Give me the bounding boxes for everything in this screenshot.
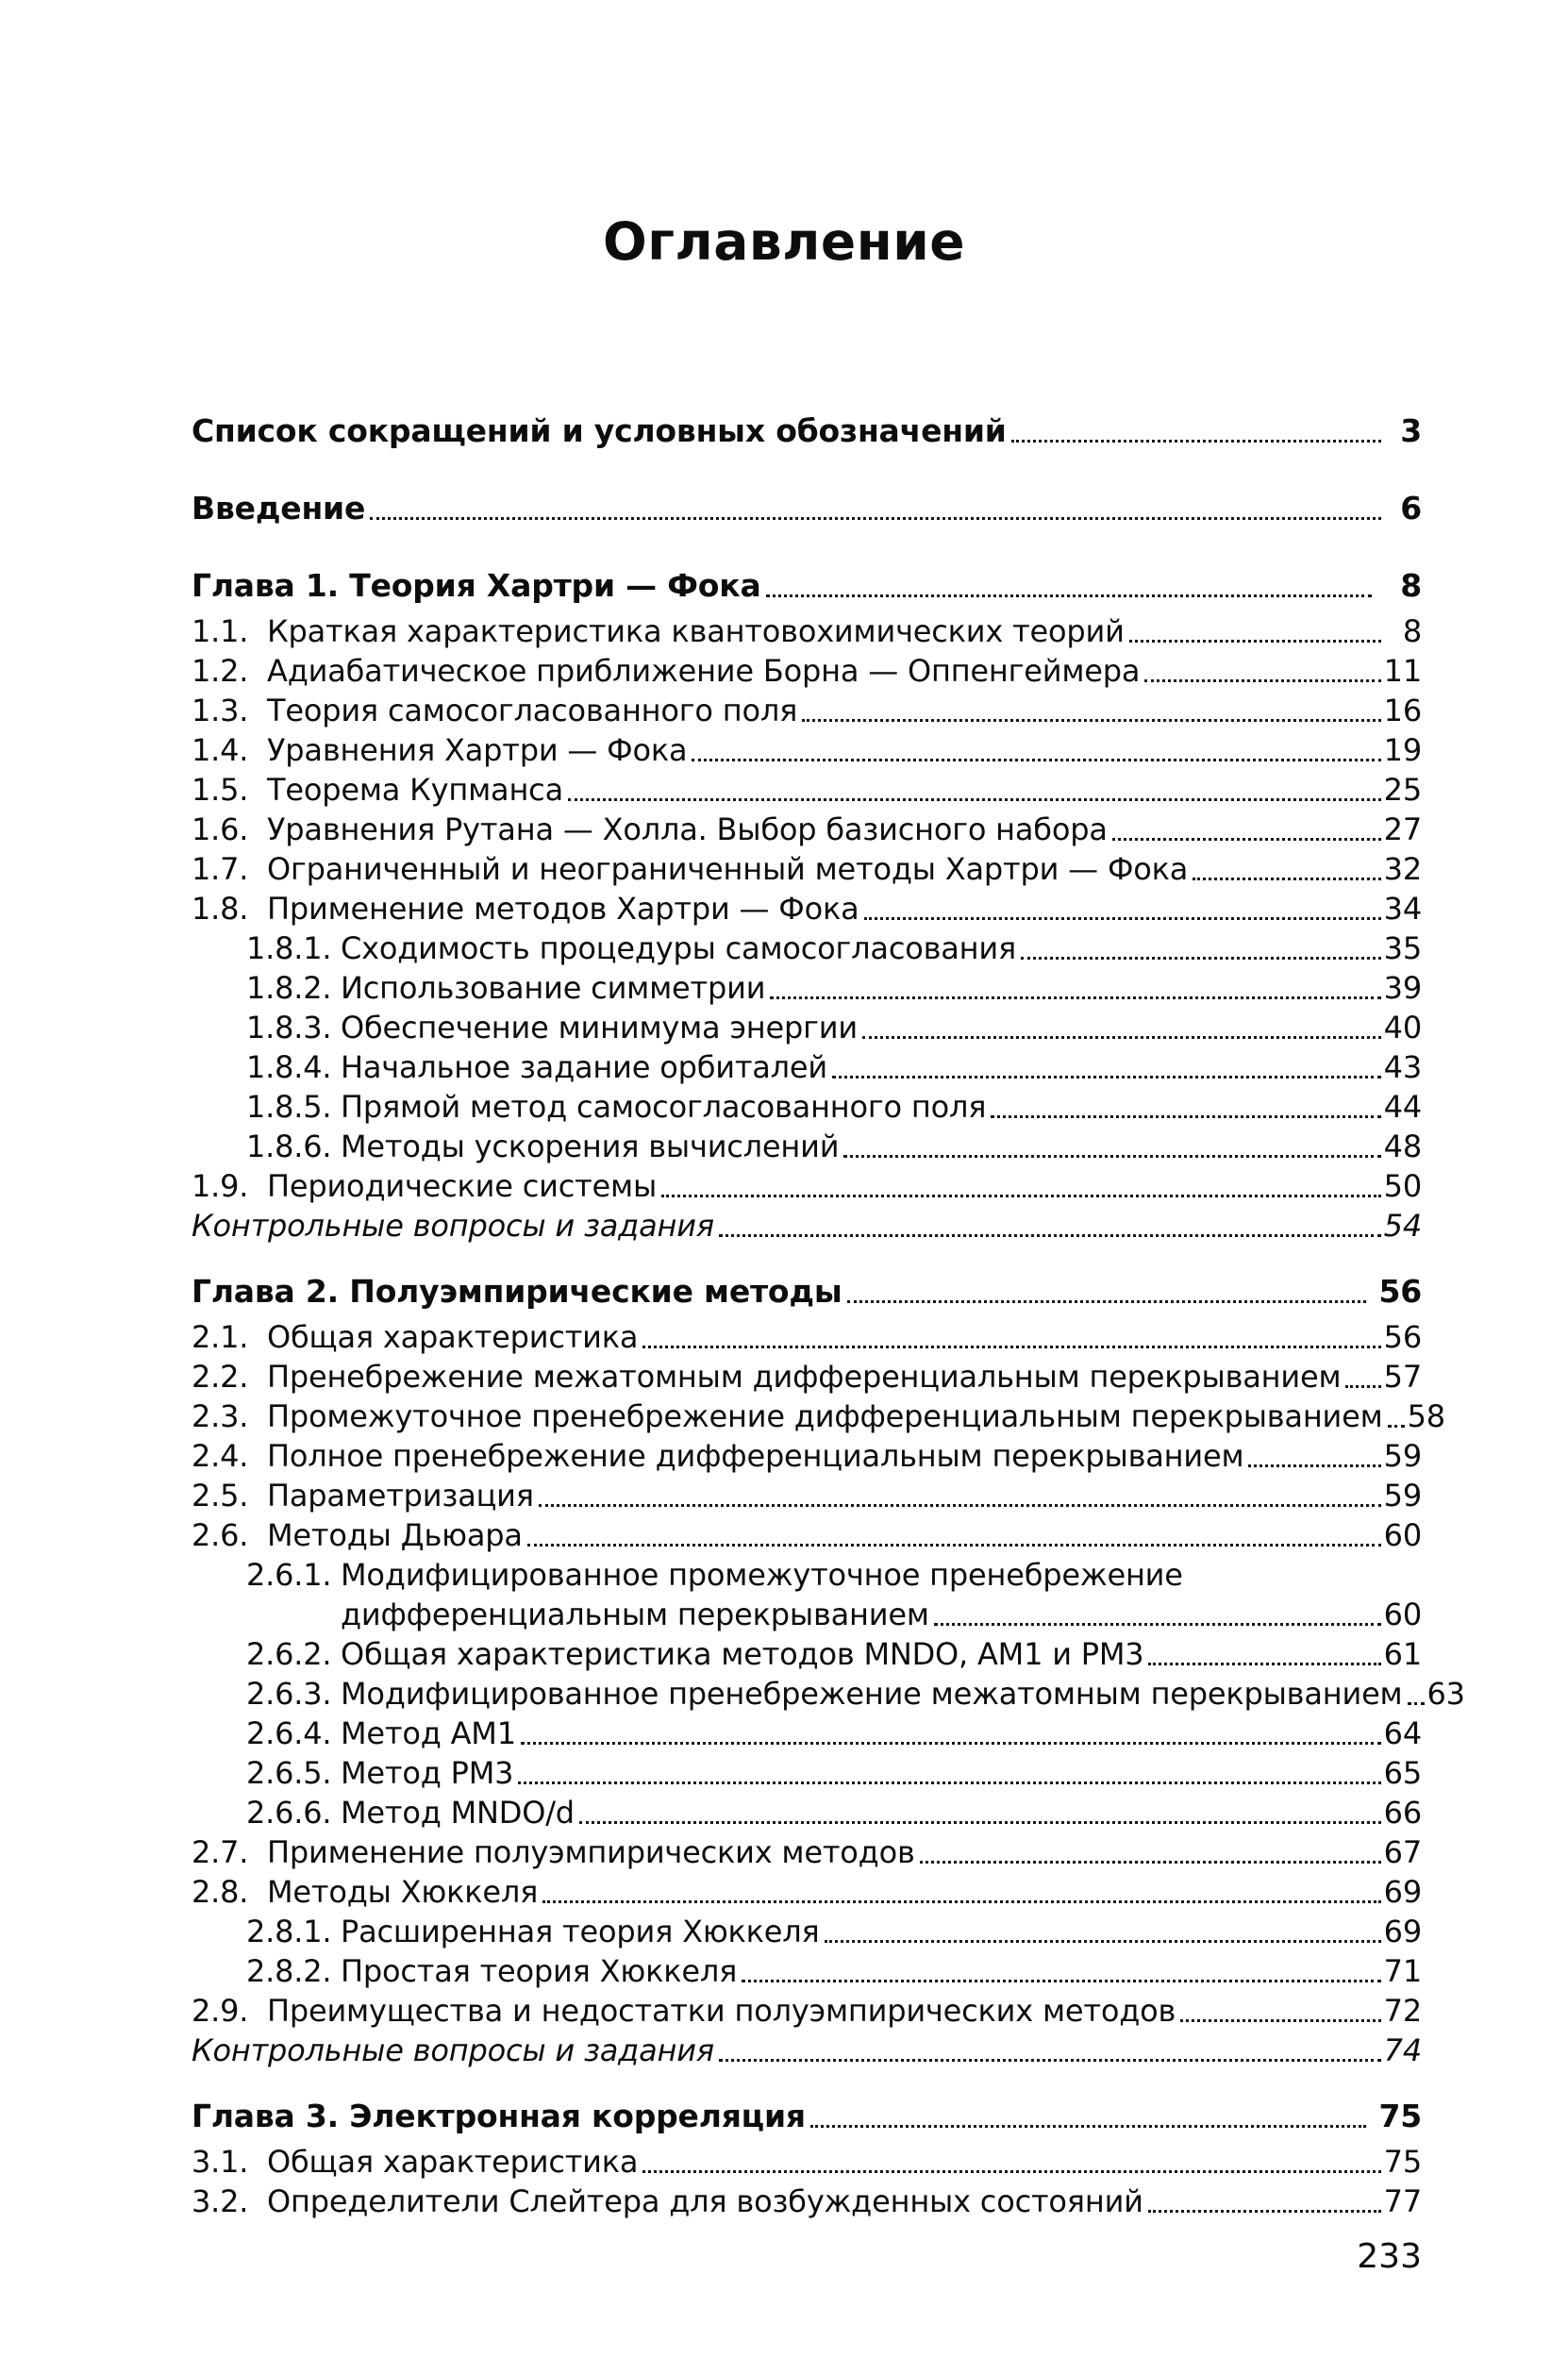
dot-leader: [642, 2170, 1380, 2173]
page-ref: 3: [1400, 411, 1422, 449]
entry-title: Уравнения Хартри — Фока: [267, 731, 688, 768]
entry-title: Список сокращений и условных обозначений: [192, 411, 1007, 449]
dot-leader: [719, 2059, 1381, 2062]
entry-title: Методы ускорения вычислений: [341, 1128, 840, 1164]
dot-leader: [770, 996, 1380, 999]
dot-leader: [832, 1076, 1381, 1079]
toc-entry-continuation: [192, 1595, 1422, 1634]
entry-title: Модифицированное промежуточное пренебрежение: [341, 1556, 1183, 1593]
toc-entry: [192, 1008, 1422, 1047]
page-ref: 65: [1383, 1754, 1422, 1791]
toc-entry: [192, 889, 1422, 928]
dot-leader: [1021, 957, 1381, 960]
page-ref: 56: [1383, 1318, 1422, 1355]
toc-entry: [192, 1872, 1422, 1912]
entry-number: 2.2.: [192, 1358, 249, 1395]
page-ref: 35: [1383, 929, 1422, 966]
page-ref: 40: [1383, 1009, 1422, 1045]
entry-title: Методы Дьюара: [267, 1516, 523, 1553]
entry-title: Применение методов Хартри — Фока: [267, 890, 859, 927]
entry-number: 2.6.: [192, 1516, 249, 1553]
entry-number: 1.8.: [192, 890, 249, 927]
entry-number: 1.2.: [192, 652, 249, 689]
entry-number: 1.8.6.: [246, 1128, 332, 1164]
entry-title: Преимущества и недостатки полуэмпирических методов: [267, 1992, 1176, 2029]
page-title: Оглавление: [602, 211, 966, 272]
entry-title: Краткая характеристика квантовохимических теорий: [267, 612, 1125, 649]
page-ref: 27: [1383, 811, 1422, 847]
entry-number: 1.7.: [192, 850, 249, 887]
toc-entry: [192, 2097, 1422, 2136]
page-ref: 58: [1407, 1397, 1445, 1434]
toc-entry: [192, 810, 1422, 849]
dot-leader: [825, 1940, 1381, 1943]
dot-leader: [1388, 1425, 1405, 1428]
entry-title: Метод AM1: [341, 1714, 516, 1751]
page-ref: 66: [1383, 1794, 1422, 1831]
page-ref: 8: [1400, 566, 1422, 604]
toc-entry: [192, 1206, 1422, 1246]
entry-number: 1.5.: [192, 771, 249, 808]
entry-number: 1.8.2.: [246, 969, 332, 1006]
toc-entry: [192, 411, 1422, 451]
page-ref: 32: [1383, 850, 1422, 887]
toc-entry: [192, 691, 1422, 730]
dot-leader: [579, 1821, 1381, 1824]
page-ref: 64: [1383, 1714, 1422, 1751]
entry-title: Глава 3. Электронная корреляция: [192, 2097, 806, 2134]
entry-number: 2.7.: [192, 1833, 249, 1870]
toc-list: [192, 411, 1465, 2221]
entry-title: Простая теория Хюккеля: [341, 1952, 738, 1989]
entry-number: 1.9.: [192, 1167, 249, 1204]
toc-entry: [192, 1436, 1422, 1476]
page-ref: 25: [1383, 771, 1422, 808]
toc-entry: [192, 730, 1422, 770]
toc-entry: [192, 1127, 1422, 1166]
entry-number: 2.6.5.: [246, 1754, 332, 1791]
entry-title: Модифицированное пренебрежение межатомным перекрыванием: [341, 1675, 1403, 1712]
dot-leader: [719, 1234, 1381, 1237]
toc-entry: [192, 611, 1422, 651]
entry-title: Теорема Купманса: [267, 771, 563, 808]
dot-leader: [934, 1623, 1381, 1626]
page-ref: 44: [1383, 1088, 1422, 1125]
toc-entry: [192, 849, 1422, 889]
page-ref: 34: [1383, 890, 1422, 927]
entry-number: 2.6.1.: [246, 1556, 332, 1593]
page-ref: 69: [1383, 1873, 1422, 1910]
entry-number: 2.6.6.: [246, 1794, 332, 1831]
toc-entry: [192, 1397, 1445, 1436]
dot-leader: [661, 1195, 1381, 1197]
toc-entry: [192, 1515, 1422, 1555]
toc-entry: [192, 928, 1422, 968]
entry-title: Сходимость процедуры самосогласования: [341, 929, 1017, 966]
dot-leader: [864, 917, 1381, 920]
entry-title: Адиабатическое приближение Борна — Оппенгеймера: [267, 652, 1141, 689]
toc-entry: [192, 1951, 1422, 1991]
page-ref: 56: [1378, 1272, 1422, 1310]
folio-page-number: 233: [1357, 2237, 1422, 2276]
entry-title: Теория самосогласованного поля: [267, 692, 798, 728]
page-ref: 72: [1383, 1992, 1422, 2029]
dot-leader: [1144, 679, 1380, 682]
toc-entry: [192, 1087, 1422, 1127]
entry-number: 1.8.1.: [246, 929, 332, 966]
entry-number: 2.8.2.: [246, 1952, 332, 1989]
dot-leader: [1345, 1385, 1380, 1388]
dot-leader: [1193, 878, 1380, 880]
toc-entry: [192, 1912, 1422, 1951]
page-ref: 16: [1383, 692, 1422, 728]
entry-number: 1.3.: [192, 692, 249, 728]
toc-entry: [192, 1047, 1422, 1087]
entry-title: Общая характеристика: [267, 1318, 639, 1355]
toc-entry: [192, 1555, 1422, 1595]
entry-title: Расширенная теория Хюккеля: [341, 1913, 820, 1949]
page-ref: 8: [1402, 612, 1422, 649]
entry-title: Контрольные вопросы и задания: [192, 2032, 714, 2068]
page-ref: 54: [1383, 1207, 1422, 1244]
page-ref: 43: [1383, 1048, 1422, 1085]
page-ref: 61: [1383, 1635, 1422, 1672]
entry-title: Метод PM3: [341, 1754, 514, 1791]
entry-number: 2.6.2.: [246, 1635, 332, 1672]
entry-number: 2.8.1.: [246, 1913, 332, 1949]
page-ref: 67: [1383, 1833, 1422, 1870]
dot-leader: [862, 1036, 1381, 1039]
toc-entry: [192, 1357, 1422, 1397]
entry-number: 2.5.: [192, 1477, 249, 1514]
page-ref: 74: [1383, 2032, 1422, 2068]
page-ref: 60: [1383, 1596, 1422, 1632]
page-ref: 6: [1400, 489, 1422, 527]
entry-number: 1.4.: [192, 731, 249, 768]
page-ref: 39: [1383, 969, 1422, 1006]
toc-entry: [192, 2142, 1422, 2182]
page-ref: 75: [1383, 2143, 1422, 2180]
entry-title: Определители Слейтера для возбужденных состояний: [267, 2183, 1143, 2219]
dot-leader: [568, 798, 1381, 801]
entry-title: Глава 1. Теория Хартри — Фока: [192, 566, 761, 604]
entry-title: Параметризация: [267, 1477, 534, 1514]
dot-leader: [1112, 838, 1381, 841]
page-ref: 11: [1383, 652, 1422, 689]
toc-entry: [192, 1166, 1422, 1206]
entry-title: Полное пренебрежение дифференциальным перекрыванием: [267, 1437, 1244, 1474]
entry-number: 3.1.: [192, 2143, 249, 2180]
entry-number: 1.8.4.: [246, 1048, 332, 1085]
entry-title: дифференциальным перекрыванием: [341, 1596, 929, 1632]
entry-title: Пренебрежение межатомным дифференциальным перекрыванием: [267, 1358, 1342, 1395]
dot-leader: [802, 719, 1381, 722]
toc-entry: [192, 1272, 1422, 1312]
entry-number: 2.3.: [192, 1397, 249, 1434]
dot-leader: [766, 594, 1372, 597]
entry-number: 1.8.3.: [246, 1009, 332, 1045]
entry-title: Применение полуэмпирических методов: [267, 1833, 915, 1870]
page-ref: 59: [1383, 1477, 1422, 1514]
dot-leader: [527, 1544, 1381, 1547]
entry-number: 2.9.: [192, 1992, 249, 2029]
dot-leader: [920, 1861, 1381, 1864]
page-ref: 77: [1383, 2183, 1422, 2219]
toc-entry: [192, 566, 1422, 606]
entry-title: Методы Хюккеля: [267, 1873, 539, 1910]
dot-leader: [1129, 640, 1381, 643]
entry-title: Общая характеристика: [267, 2143, 639, 2180]
toc-entry: [192, 1714, 1422, 1753]
toc-entry: [192, 1793, 1422, 1832]
dot-leader: [1248, 1464, 1380, 1467]
toc-entry: [192, 1476, 1422, 1515]
entry-number: 2.1.: [192, 1318, 249, 1355]
dot-leader: [742, 1980, 1381, 1982]
dot-leader: [518, 1781, 1380, 1784]
dot-leader: [521, 1742, 1381, 1745]
dot-leader: [542, 1900, 1380, 1903]
toc-entry: [192, 1317, 1422, 1357]
entry-number: 2.6.4.: [246, 1714, 332, 1751]
page-ref: 60: [1383, 1516, 1422, 1553]
entry-title: Общая характеристика методов MNDO, AM1 и PM3: [341, 1635, 1144, 1672]
entry-number: 1.1.: [192, 612, 249, 649]
dot-leader: [810, 2125, 1367, 2128]
entry-title: Начальное задание орбиталей: [341, 1048, 828, 1085]
toc-entry: [192, 1991, 1422, 2031]
entry-title: Глава 2. Полуэмпирические методы: [192, 1272, 842, 1310]
dot-leader: [370, 517, 1381, 520]
toc-entry: [192, 1674, 1465, 1714]
page-ref: 59: [1383, 1437, 1422, 1474]
entry-title: Использование симметрии: [341, 969, 766, 1006]
entry-title: Контрольные вопросы и задания: [192, 1207, 714, 1244]
page-ref: 69: [1383, 1913, 1422, 1949]
dot-leader: [1011, 440, 1381, 443]
page-ref: 48: [1383, 1128, 1422, 1164]
entry-number: 2.4.: [192, 1437, 249, 1474]
dot-leader: [692, 759, 1380, 761]
entry-title: Метод MNDO/d: [341, 1794, 575, 1831]
toc-entry: [192, 968, 1422, 1008]
page-ref: 75: [1378, 2097, 1422, 2134]
entry-number: 1.6.: [192, 811, 249, 847]
entry-title: Введение: [192, 489, 366, 527]
dot-leader: [1148, 2210, 1381, 2213]
toc-entry: [192, 651, 1422, 691]
entry-title: Обеспечение минимума энергии: [341, 1009, 858, 1045]
page-ref: 50: [1383, 1167, 1422, 1204]
page-ref: 71: [1383, 1952, 1422, 1989]
toc-entry: [192, 1753, 1422, 1793]
entry-number: 2.8.: [192, 1873, 249, 1910]
toc-entry: [192, 2031, 1422, 2070]
dot-leader: [539, 1504, 1381, 1507]
entry-title: Ограниченный и неограниченный методы Хартри — Фока: [267, 850, 1189, 887]
dot-leader: [642, 1346, 1380, 1348]
page-ref: 63: [1426, 1675, 1465, 1712]
toc-entry: [192, 2182, 1422, 2221]
page-ref: 19: [1383, 731, 1422, 768]
entry-number: 1.8.5.: [246, 1088, 332, 1125]
dot-leader: [1148, 1663, 1380, 1665]
dot-leader: [843, 1155, 1380, 1158]
toc-entry: [192, 489, 1422, 528]
entry-number: 2.6.3.: [246, 1675, 332, 1712]
page-ref: 57: [1383, 1358, 1422, 1395]
entry-title: Прямой метод самосогласованного поля: [341, 1088, 987, 1125]
toc-entry: [192, 1832, 1422, 1872]
dot-leader: [991, 1115, 1380, 1118]
toc-entry: [192, 770, 1422, 810]
entry-title: Уравнения Рутана — Холла. Выбор базисного набора: [267, 811, 1108, 847]
dot-leader: [1180, 2019, 1381, 2022]
dot-leader: [847, 1300, 1367, 1303]
dot-leader: [1408, 1702, 1425, 1705]
entry-title: Промежуточное пренебрежение дифференциальным перекрыванием: [267, 1397, 1383, 1434]
entry-title: Периодические системы: [267, 1167, 658, 1204]
toc-entry: [192, 1634, 1422, 1674]
entry-number: 3.2.: [192, 2183, 249, 2219]
